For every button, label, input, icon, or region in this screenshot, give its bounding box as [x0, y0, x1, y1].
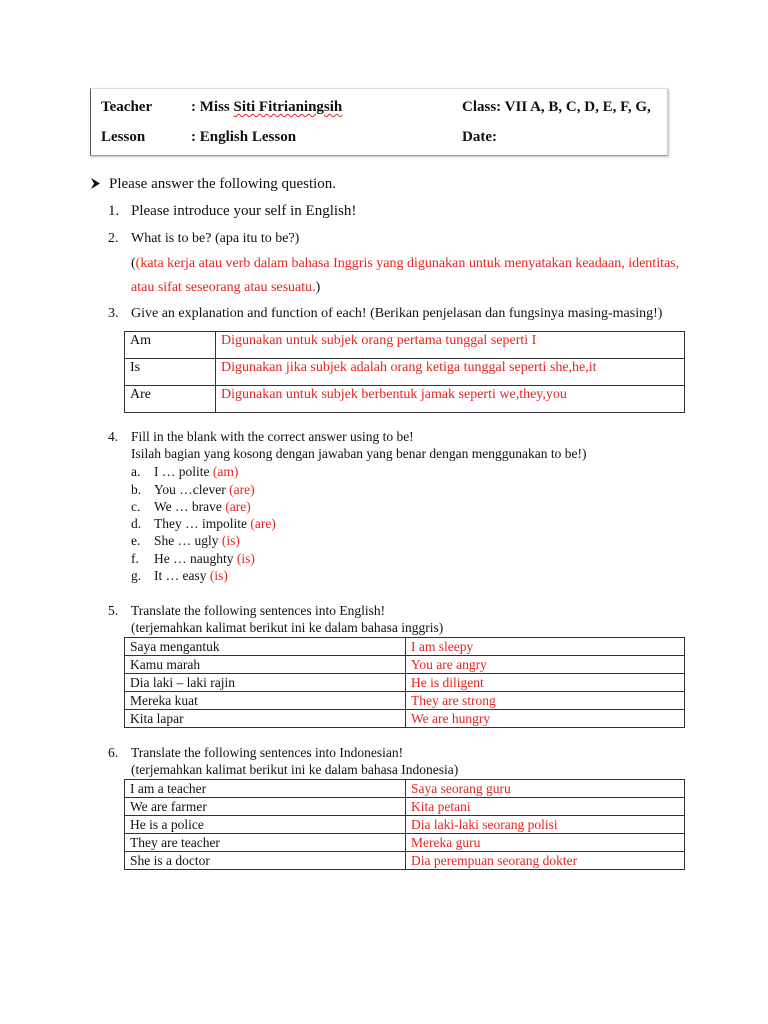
answer-cell: Mereka guru [406, 834, 685, 852]
item-answer: (is) [209, 568, 228, 583]
answer-cell: He is diligent [406, 674, 685, 692]
lesson-value: : English Lesson [191, 129, 297, 145]
table-row [125, 834, 685, 852]
table-row [125, 852, 685, 870]
table-row [125, 710, 685, 728]
item-answer: (is) [236, 551, 255, 566]
table-row [125, 780, 685, 798]
answer-cell: Kita petani [406, 798, 685, 816]
lesson-label: Lesson [101, 129, 146, 145]
table-row [125, 674, 685, 692]
q1-number: 1. [108, 203, 120, 219]
arrowhead-bullet-icon [90, 178, 101, 189]
source-cell: Dia laki – laki rajin [125, 674, 406, 692]
list-item [154, 464, 238, 480]
q3-explanation: Digunakan jika subjek adalah orang ketiga tunggal seperti she,he,it [216, 359, 685, 386]
q3-term: Is [125, 359, 216, 386]
list-item [131, 499, 140, 515]
list-item [154, 516, 276, 532]
q2-number: 2. [108, 231, 119, 246]
item-text: It … easy [154, 568, 210, 583]
table-row [125, 386, 685, 413]
q2-answer-close: ) [315, 280, 321, 295]
table-row [125, 359, 685, 386]
q2-answer-line2 [131, 280, 320, 296]
item-text: He … naughty [154, 551, 237, 566]
q2-answer-text2: atau sifat seseorang atau sesuatu. [131, 280, 316, 295]
answer-cell: They are strong [406, 692, 685, 710]
q2-text: What is to be? (apa itu to be?) [131, 231, 300, 246]
q3-term: Are [125, 386, 216, 413]
source-cell: He is a police [125, 816, 406, 834]
source-cell: She is a doctor [125, 852, 406, 870]
q2-answer-line1: ((kata kerja atau verb dalam bahasa Inggris yang digunakan untuk menyatakan keadaan, identitas, [131, 256, 680, 271]
q5-table [124, 637, 685, 728]
source-cell: They are teacher [125, 834, 406, 852]
list-item [154, 533, 240, 549]
q4-subtext: Isilah bagian yang kosong dengan jawaban yang benar dengan menggunakan to be!) [131, 446, 587, 461]
source-cell: Kita lapar [125, 710, 406, 728]
teacher-name: Siti Fitrianingsih [233, 99, 343, 115]
item-answer: (am) [212, 464, 239, 479]
item-text: I … polite [154, 464, 213, 479]
item-answer: (are) [229, 482, 255, 497]
q4-number: 4. [108, 429, 119, 444]
list-item [154, 499, 251, 515]
item-letter: a. [131, 464, 141, 479]
q6-text: Translate the following sentences into Indonesian! [131, 745, 404, 760]
table-row [125, 638, 685, 656]
q6-number: 6. [108, 745, 119, 760]
item-text: They … impolite [154, 516, 251, 531]
date-label: Date: [462, 129, 497, 145]
source-cell: Kamu marah [125, 656, 406, 674]
answer-cell: Dia laki-laki seorang polisi [406, 816, 685, 834]
q3-explanation: Digunakan untuk subjek orang pertama tunggal seperti I [216, 332, 685, 359]
q6-subtext: (terjemahkan kalimat berikut ini ke dalam bahasa Indonesia) [131, 762, 459, 777]
item-text: We … brave [154, 499, 226, 514]
item-answer: (are) [225, 499, 251, 514]
item-answer: (are) [250, 516, 276, 531]
item-letter: b. [131, 482, 142, 497]
table-row [125, 656, 685, 674]
source-cell: Saya mengantuk [125, 638, 406, 656]
answer-cell: You are angry [406, 656, 685, 674]
item-answer: (is) [221, 533, 240, 548]
q3-text: Give an explanation and function of each! (Berikan penjelasan dan fungsinya masing-masing!) [131, 306, 663, 321]
teacher-value [191, 99, 342, 116]
list-item [154, 568, 228, 584]
list-item [131, 551, 139, 567]
answer-cell: Dia perempuan seorang dokter [406, 852, 685, 870]
list-item [154, 551, 255, 567]
source-cell: I am a teacher [125, 780, 406, 798]
list-item [131, 464, 140, 480]
source-cell: Mereka kuat [125, 692, 406, 710]
list-item [131, 516, 141, 532]
item-letter: d. [131, 516, 142, 531]
header-box [90, 88, 668, 156]
q1-text: Please introduce your self in English! [131, 203, 357, 219]
list-item [154, 482, 255, 498]
teacher-label: Teacher [101, 99, 153, 115]
q5-subtext: (terjemahkan kalimat berikut ini ke dalam bahasa inggris) [131, 620, 444, 635]
q4-text: Fill in the blank with the correct answer using to be! [131, 429, 414, 444]
item-letter: g. [131, 568, 142, 583]
intro-line [90, 176, 336, 193]
answer-cell: Saya seorang guru [406, 780, 685, 798]
q5-number: 5. [108, 603, 119, 618]
q6-table [124, 779, 685, 870]
item-letter: c. [131, 499, 141, 514]
source-cell: We are farmer [125, 798, 406, 816]
list-item [131, 533, 140, 549]
table-row [125, 798, 685, 816]
item-text: You …clever [154, 482, 230, 497]
item-letter: e. [131, 533, 141, 548]
q5-text: Translate the following sentences into English! [131, 603, 386, 618]
q3-term: Am [125, 332, 216, 359]
table-row [125, 816, 685, 834]
table-row [125, 692, 685, 710]
answer-cell: I am sleepy [406, 638, 685, 656]
intro-text: Please answer the following question. [109, 176, 337, 192]
q3-number: 3. [108, 306, 119, 321]
list-item [131, 482, 141, 498]
answer-cell: We are hungry [406, 710, 685, 728]
q3-explanation: Digunakan untuk subjek berbentuk jamak seperti we,they,you [216, 386, 685, 413]
table-row [125, 332, 685, 359]
class-text: Class: VII A, B, C, D, E, F, G, [462, 99, 651, 115]
item-letter: f. [131, 551, 139, 566]
q2-answer-text1: (kata kerja atau verb dalam bahasa Inggris yang digunakan untuk menyatakan keadaan, identitas, [135, 256, 680, 271]
item-text: She … ugly [154, 533, 222, 548]
teacher-prefix: : Miss [191, 99, 234, 115]
list-item [131, 568, 141, 584]
q3-table [124, 331, 685, 413]
